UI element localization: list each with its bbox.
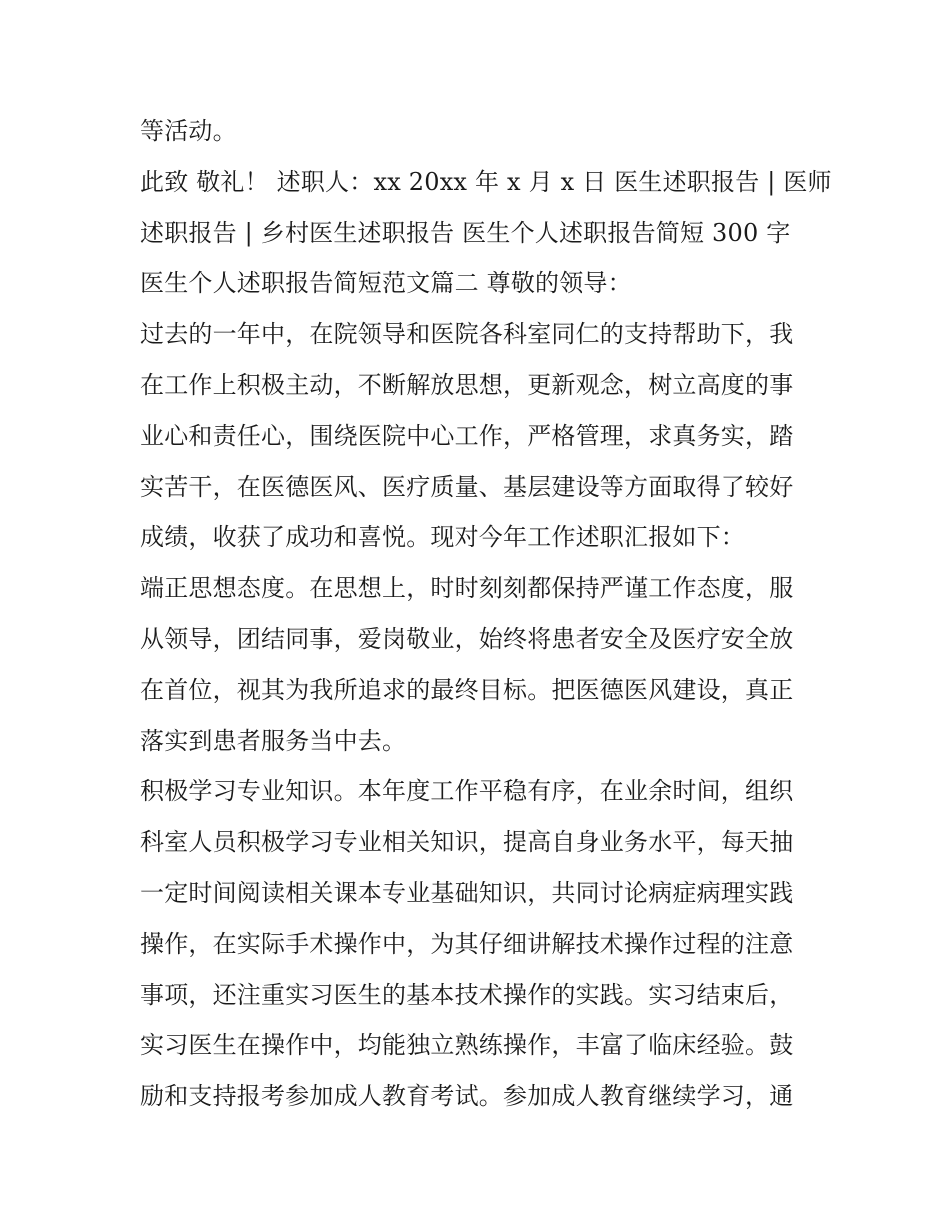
text-line: 积极学习专业知识。本年度工作平稳有序，在业余时间，组织 bbox=[140, 777, 794, 806]
text-line: 实习医生在操作中，均能独立熟练操作，丰富了临床经验。鼓 bbox=[140, 1031, 794, 1060]
text-line: 过去的一年中，在院领导和医院各科室同仁的支持帮助下，我 bbox=[140, 320, 794, 349]
text-line: 在首位，视其为我所追求的最终目标。把医德医风建设，真正 bbox=[140, 675, 794, 704]
text-line: 述职报告 | 乡村医生述职报告 医生个人述职报告简短 300 字 bbox=[140, 218, 791, 247]
text-line: 在工作上积极主动，不断解放思想，更新观念，树立高度的事 bbox=[140, 370, 794, 399]
text-line: 励和支持报考参加成人教育考试。参加成人教育继续学习，通 bbox=[140, 1082, 794, 1111]
text-line: 科室人员积极学习专业相关知识，提高自身业务水平，每天抽 bbox=[140, 828, 794, 857]
text-line: 事项，还注重实习医生的基本技术操作的实践。实习结束后， bbox=[140, 980, 794, 1009]
text-line: 端正思想态度。在思想上，时时刻刻都保持严谨工作态度，服 bbox=[140, 574, 794, 603]
text-line: 成绩，收获了成功和喜悦。现对今年工作述职汇报如下： bbox=[140, 523, 745, 552]
text-line: 落实到患者服务当中去。 bbox=[140, 726, 407, 755]
text-line: 一定时间阅读相关课本专业基础知识，共同讨论病症病理实践 bbox=[140, 878, 794, 907]
document-body bbox=[140, 106, 832, 1122]
text-line: 医生个人述职报告简短范文篇二 尊敬的领导： bbox=[140, 269, 632, 298]
text-line: 等活动。 bbox=[140, 117, 237, 145]
text-line: 实苦干，在医德医风、医疗质量、基层建设等方面取得了较好 bbox=[140, 472, 794, 501]
text-line: 从领导，团结同事，爱岗敬业，始终将患者安全及医疗安全放 bbox=[140, 624, 794, 653]
text-line: 此致 敬礼！ 述职人：xx 20xx 年 x 月 x 日 医生述职报告 | 医师 bbox=[140, 167, 832, 196]
text-line: 操作，在实际手术操作中，为其仔细讲解技术操作过程的注意 bbox=[140, 929, 794, 958]
text-line: 业心和责任心，围绕医院中心工作，严格管理，求真务实，踏 bbox=[140, 421, 794, 450]
